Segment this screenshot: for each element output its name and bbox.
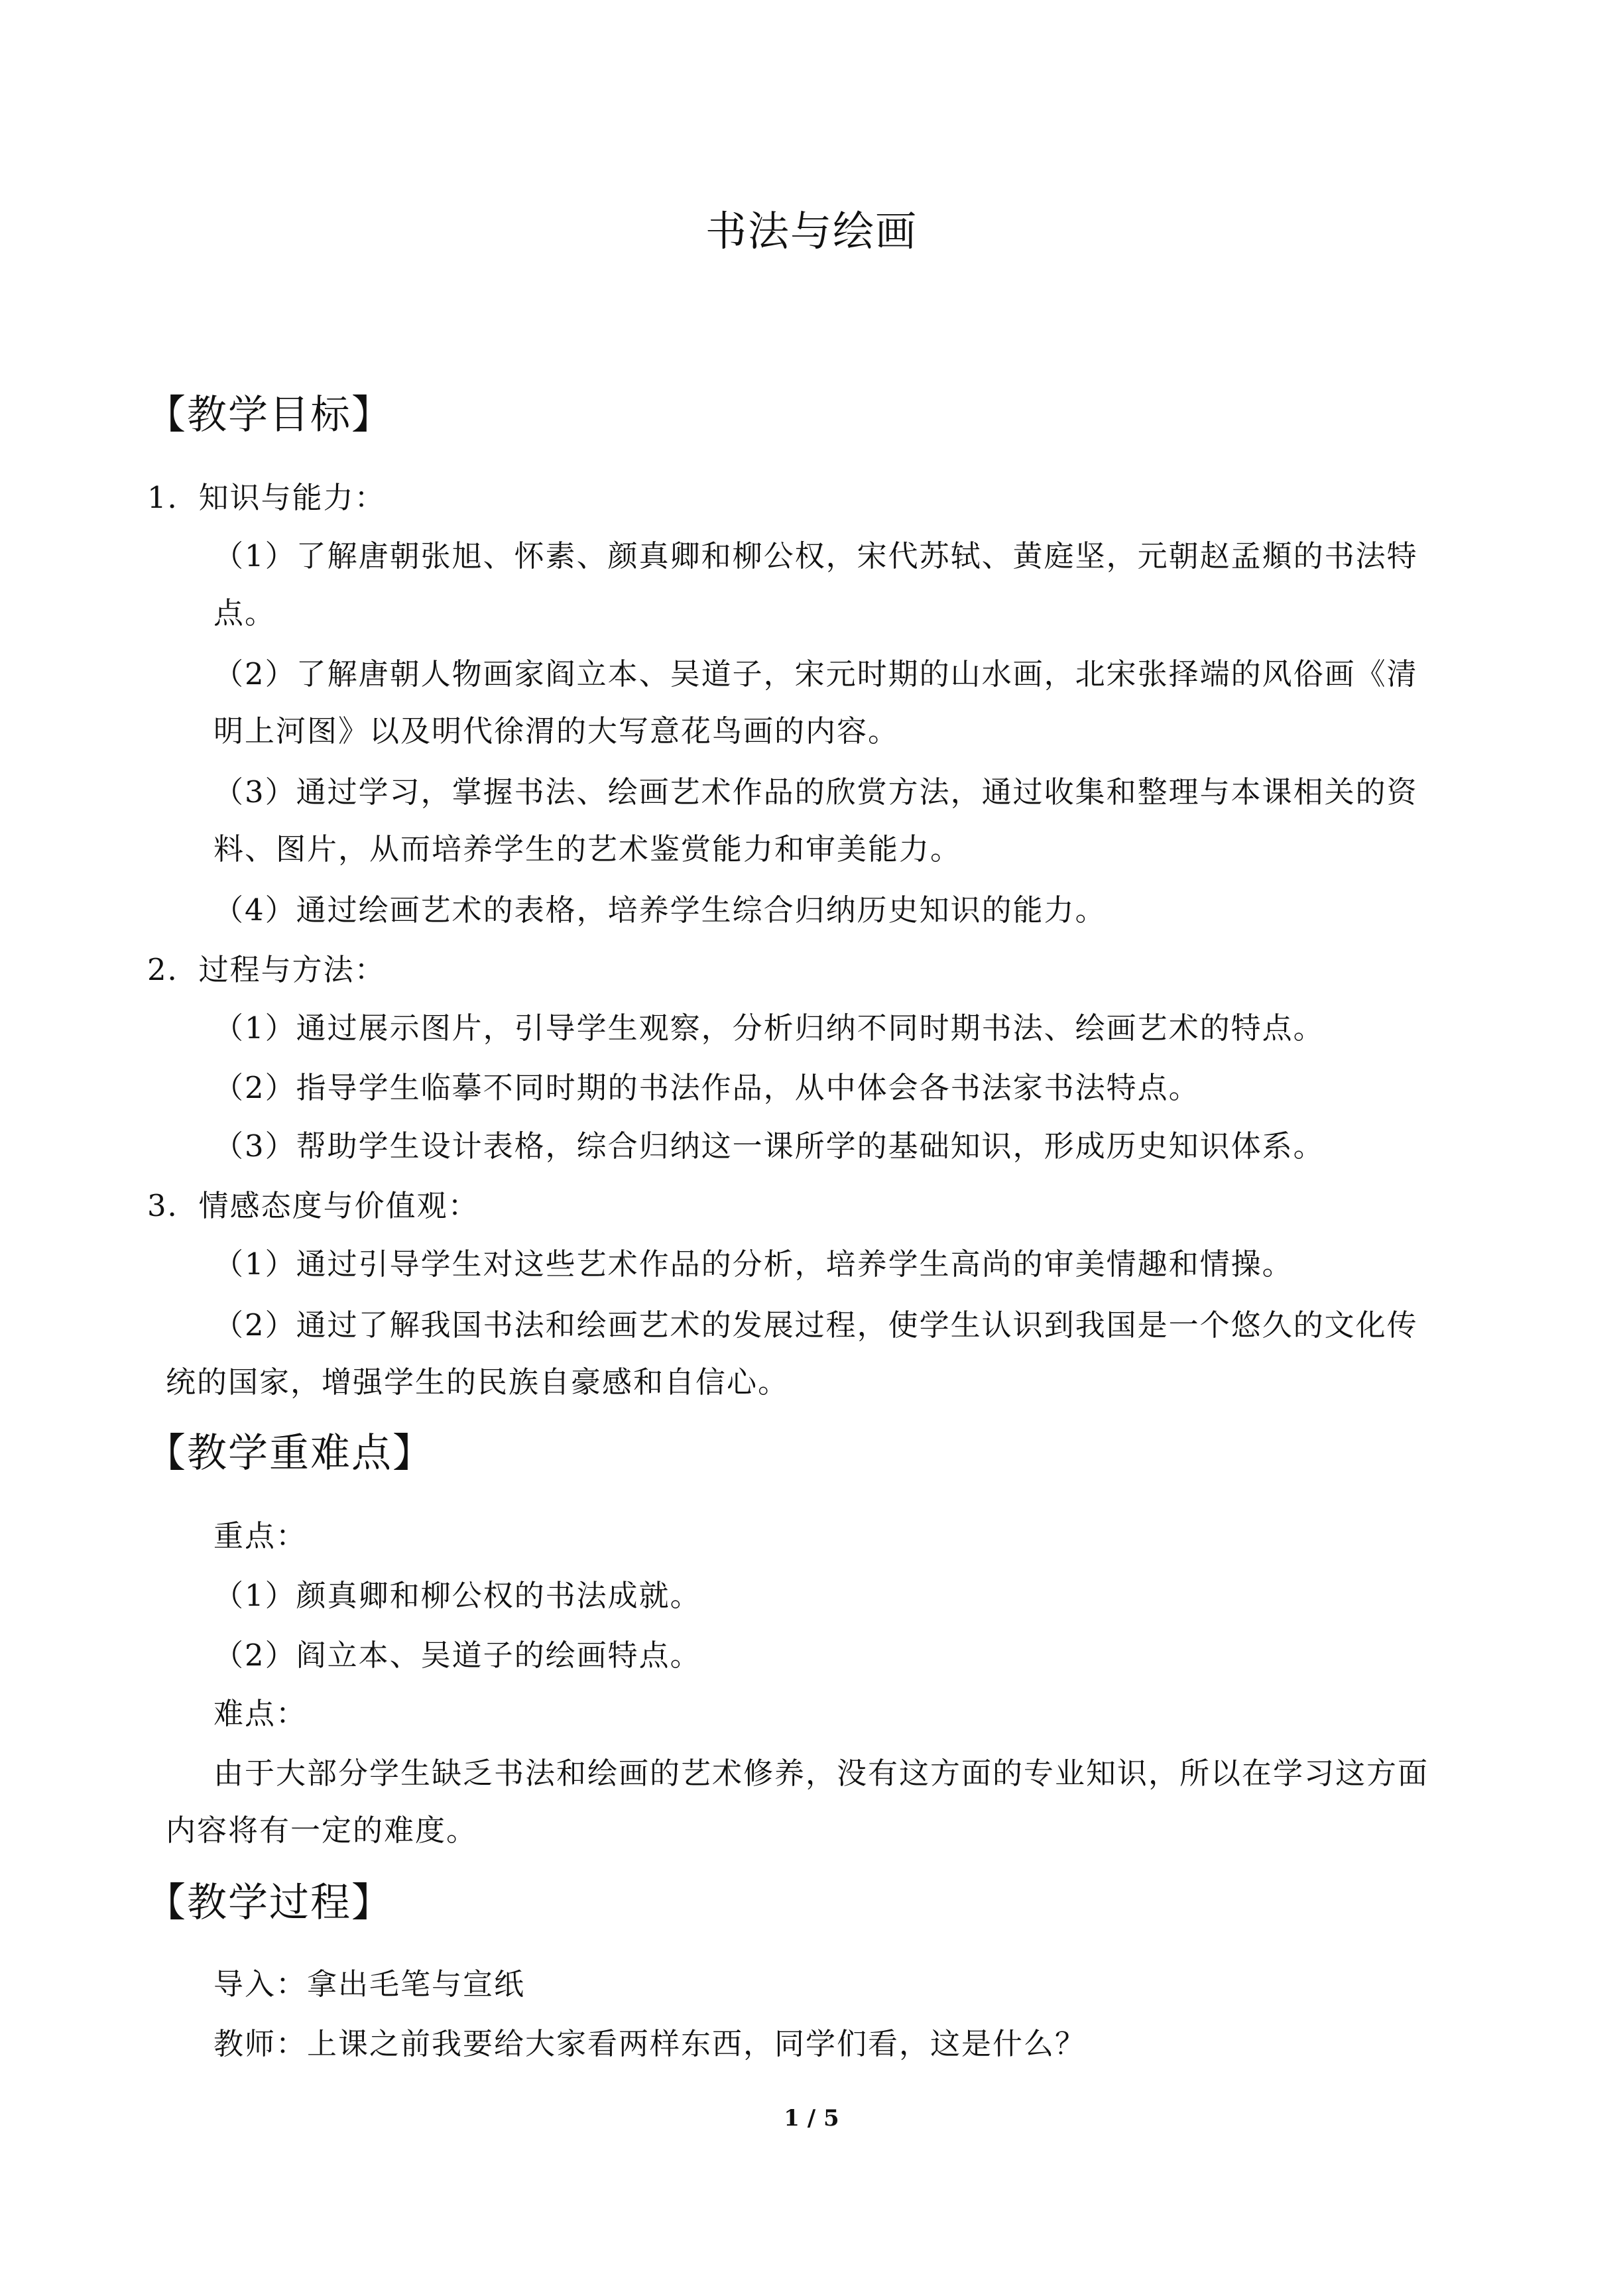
zhongdian-item: （1）颜真卿和柳公权的书法成就。: [213, 1578, 701, 1613]
zhongdian-label: 重点：: [213, 1518, 308, 1553]
goal-1-item: （3）通过学习，掌握书法、绘画艺术作品的欣赏方法，通过收集和整理与本课相关的资: [213, 774, 1418, 810]
goal-1-label: 1．知识与能力：: [147, 480, 386, 515]
goal-3-label: 3．情感态度与价值观：: [147, 1188, 479, 1223]
goal-3-item: （1）通过引导学生对这些艺术作品的分析，培养学生高尚的审美情趣和情操。: [213, 1246, 1293, 1282]
goal-1-item: （1）了解唐朝张旭、怀素、颜真卿和柳公权，宋代苏轼、黄庭坚，元朝赵孟頫的书法特: [213, 538, 1418, 574]
goal-2-item: （1）通过展示图片，引导学生观察，分析归纳不同时期书法、绘画艺术的特点。: [213, 1010, 1325, 1046]
goal-1-item: （4）通过绘画艺术的表格，培养学生综合归纳历史知识的能力。: [213, 892, 1107, 928]
nandian-line: 由于大部分学生缺乏书法和绘画的艺术修养，没有这方面的专业知识，所以在学习这方面: [213, 1756, 1429, 1791]
nandian-line: 内容将有一定的难度。: [166, 1813, 478, 1848]
goal-1-item: 料、图片，从而培养学生的艺术鉴赏能力和审美能力。: [213, 831, 962, 867]
goal-1-item: 明上河图》以及明代徐渭的大写意花鸟画的内容。: [213, 713, 900, 749]
goal-3-item: （2）通过了解我国书法和绘画艺术的发展过程，使学生认识到我国是一个悠久的文化传: [213, 1307, 1418, 1343]
keypoints-heading: 【教学重难点】: [146, 1430, 434, 1477]
goal-1-item: 点。: [213, 595, 276, 631]
goal-2-label: 2．过程与方法：: [147, 952, 386, 987]
document-title: 书法与绘画: [705, 207, 918, 255]
process-intro: 导入：拿出毛笔与宣纸: [213, 1966, 526, 2002]
goal-3-item: 统的国家，增强学生的民族自豪感和自信心。: [166, 1364, 790, 1400]
nandian-label: 难点：: [213, 1696, 308, 1731]
page-number: 1 / 5: [784, 2105, 839, 2132]
goals-heading: 【教学目标】: [146, 392, 392, 438]
goal-1-item: （2）了解唐朝人物画家阎立本、吴道子，宋元时期的山水画，北宋张择端的风俗画《清: [213, 656, 1418, 692]
process-teacher-line: 教师：上课之前我要给大家看两样东西，同学们看，这是什么？: [213, 2026, 1087, 2061]
zhongdian-item: （2）阎立本、吴道子的绘画特点。: [213, 1638, 701, 1673]
goal-2-item: （2）指导学生临摹不同时期的书法作品，从中体会各书法家书法特点。: [213, 1070, 1200, 1105]
process-heading: 【教学过程】: [146, 1880, 392, 1926]
goal-2-item: （3）帮助学生设计表格，综合归纳这一课所学的基础知识，形成历史知识体系。: [213, 1128, 1325, 1164]
